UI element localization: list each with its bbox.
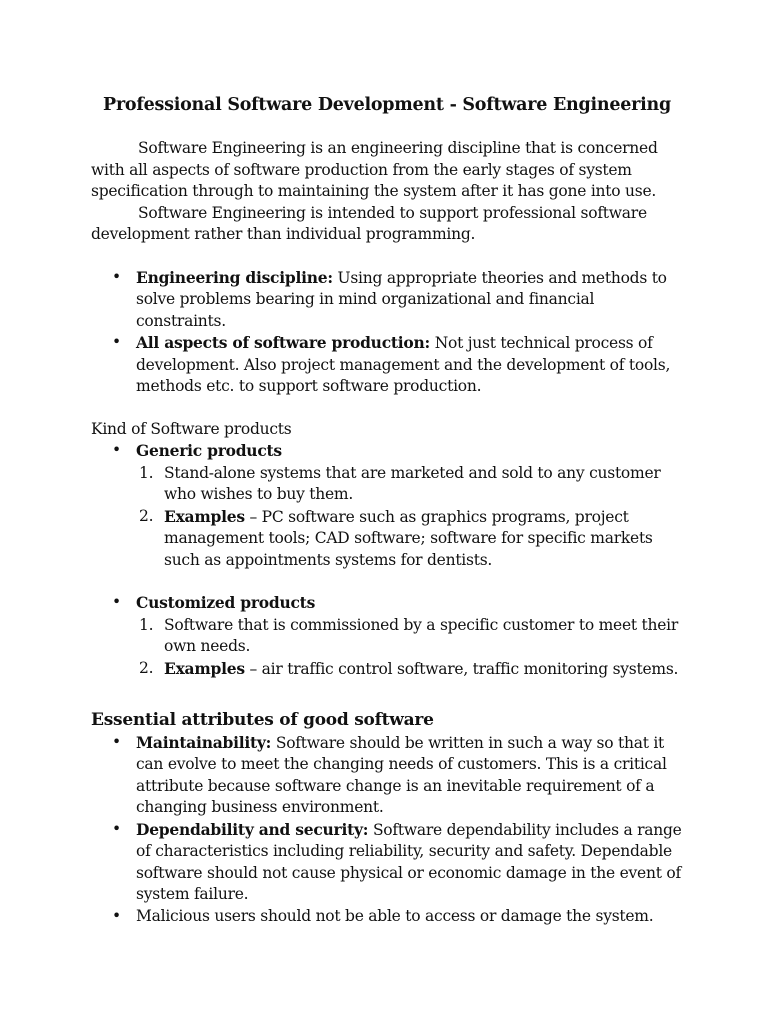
item-number: 2. bbox=[139, 658, 154, 677]
item-bold: Examples bbox=[164, 658, 245, 678]
attribute-term: Maintainability: bbox=[136, 732, 272, 752]
item-text: – PC software such as graphics programs, project management tools; CAD software; software for specific markets such as appointments systems for dentists. bbox=[164, 507, 653, 569]
kind-label: Generic products bbox=[136, 441, 282, 460]
attributes-list bbox=[91, 732, 683, 928]
customized-items bbox=[136, 615, 683, 681]
kinds-heading: Kind of Software products bbox=[91, 419, 292, 438]
kinds-list bbox=[91, 440, 683, 571]
numbered-item bbox=[136, 658, 683, 681]
kind-label: Customized products bbox=[136, 593, 316, 612]
definition-text: Not just technical process of development. Also project management and the development of tools, methods etc. to support software production. bbox=[136, 334, 671, 395]
numbered-item bbox=[136, 506, 683, 572]
numbered-item bbox=[136, 463, 683, 506]
definition-text: Using appropriate theories and methods to solve problems bearing in mind organizational and financial constraints. bbox=[136, 268, 667, 330]
kind-item-generic bbox=[91, 440, 683, 571]
definition-item bbox=[91, 267, 683, 333]
attribute-item bbox=[91, 819, 683, 906]
item-bold: Examples bbox=[164, 506, 245, 526]
item-text: – air traffic control software, traffic monitoring systems. bbox=[244, 659, 679, 678]
kind-item-customized bbox=[91, 592, 683, 680]
definition-term: All aspects of software production: bbox=[136, 333, 431, 352]
spacer bbox=[91, 571, 683, 592]
spacer bbox=[91, 246, 683, 267]
kinds-list-2 bbox=[91, 592, 683, 680]
intro-paragraph-1: Software Engineering is an engineering discipline that is concerned with all aspects of software production from the early stages of system specification through to maintaining the system after it has gone into use. bbox=[91, 139, 658, 200]
item-number: 2. bbox=[139, 506, 154, 525]
definition-item bbox=[91, 332, 683, 398]
item-number: 1. bbox=[139, 615, 154, 634]
attribute-item bbox=[91, 732, 683, 819]
attributes-heading: Essential attributes of good software bbox=[91, 710, 434, 730]
generic-items bbox=[136, 463, 683, 572]
attribute-text: Malicious users should not be able to access or damage the system. bbox=[136, 906, 654, 925]
spacer bbox=[91, 398, 683, 419]
item-number: 1. bbox=[139, 463, 154, 482]
document-body bbox=[91, 94, 683, 927]
spacer bbox=[91, 680, 683, 710]
attribute-text: Software dependability includes a range of characteristics including reliability, security and safety. Dependable software should not cause physical or economic damage in the event of system failure. bbox=[136, 820, 682, 903]
numbered-item bbox=[136, 615, 683, 658]
attribute-item bbox=[91, 906, 683, 928]
definition-list bbox=[91, 267, 683, 398]
item-text: Software that is commissioned by a specific customer to meet their own needs. bbox=[164, 615, 679, 655]
item-text: Stand-alone systems that are marketed and sold to any customer who wishes to buy them. bbox=[164, 463, 661, 503]
attribute-term: Dependability and security: bbox=[136, 819, 369, 839]
intro-paragraph-2: Software Engineering is intended to support professional software development rather than individual programming. bbox=[91, 203, 647, 243]
definition-term: Engineering discipline: bbox=[136, 267, 333, 287]
document-title: Professional Software Development - Software Engineering bbox=[103, 95, 671, 115]
attribute-text: Software should be written in such a way so that it can evolve to meet the changing needs of customers. This is a critical attribute because software change is an inevitable requirement of a changing business environment. bbox=[136, 733, 667, 816]
